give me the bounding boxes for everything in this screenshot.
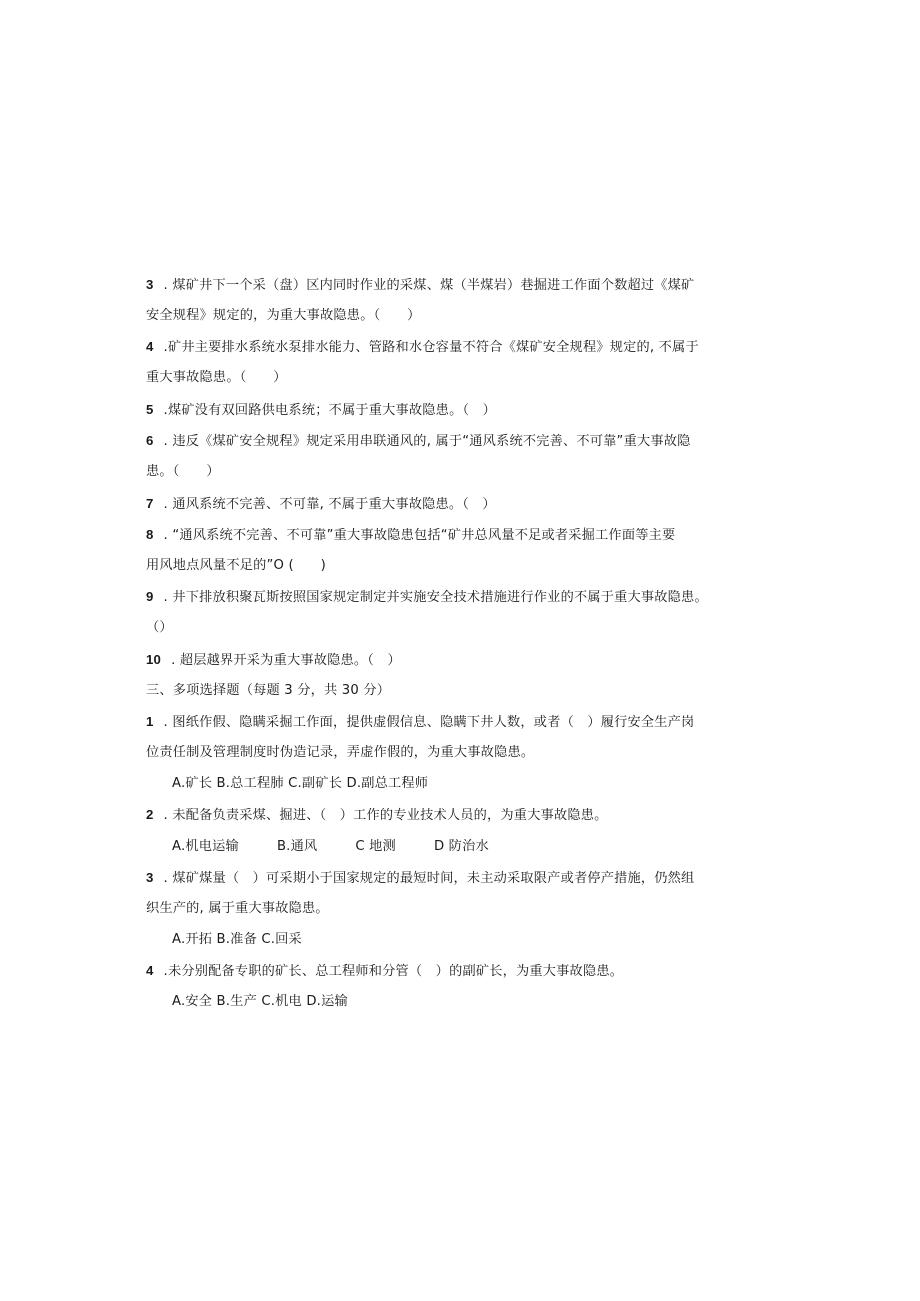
section-heading-multiple-choice: 三、多项选择题（每题 3 分，共 30 分）	[146, 683, 391, 698]
mc-question-1-line-1	[146, 713, 694, 732]
option-c: C 地测	[355, 839, 396, 854]
mc-question-2	[146, 806, 608, 825]
question-text: 织生产的, 属于重大事故隐患。	[146, 901, 329, 916]
option-d: D 防治水	[433, 839, 489, 854]
mc-question-3-options: A.开拓 B.准备 C.回采	[172, 932, 302, 947]
tf-question-6-line-1	[146, 432, 691, 451]
mc-question-2-options	[172, 838, 489, 856]
question-number: 2	[146, 807, 154, 822]
question-number: 4	[146, 963, 154, 978]
question-text: 位责任制及管理制度时伪造记录，弄虚作假的，为重大事故隐患。	[146, 745, 535, 760]
mc-question-3-line-2	[146, 900, 329, 918]
tf-question-9-line-2	[146, 619, 173, 637]
question-text: . 图纸作假、隐瞒采掘工作面，提供虚假信息、隐瞒下井人数，或者（ ）履行安全生产岗	[163, 715, 695, 730]
tf-question-4-line-1	[146, 338, 699, 357]
mc-question-4	[146, 962, 623, 981]
question-text: 患。（ ）	[146, 464, 220, 479]
mc-question-3-line-1	[146, 869, 694, 888]
tf-question-5	[146, 401, 496, 420]
question-number: 3	[146, 277, 154, 292]
question-text: .未分别配备专职的矿长、总工程师和分管（ ）的副矿长，为重大事故隐患。	[163, 964, 624, 979]
question-text: . 井下排放积聚瓦斯按照国家规定制定并实施安全技术措施进行作业的不属于重大事故隐患。	[163, 590, 708, 605]
tf-question-8-line-1	[146, 526, 675, 545]
tf-question-3-line-2	[146, 307, 421, 325]
question-text: 重大事故隐患。（ ）	[146, 370, 287, 385]
question-number: 10	[146, 652, 162, 667]
tf-question-7	[146, 495, 496, 514]
option-b: B.通风	[276, 839, 318, 854]
question-number: 7	[146, 496, 154, 511]
question-text: . 超层越界开采为重大事故隐患。（ ）	[171, 653, 401, 668]
mc-question-1-options: A.矿长 B.总工程肺 C.副矿长 D.副总工程师	[172, 776, 429, 791]
tf-question-9-line-1	[146, 588, 708, 607]
tf-question-6-line-2	[146, 463, 220, 481]
question-text: . 煤矿煤量（ ）可采期小于国家规定的最短时间，未主动采取限产或者停产措施，仍然组	[163, 871, 695, 886]
question-number: 5	[146, 402, 154, 417]
mc-question-1-line-2	[146, 744, 534, 762]
question-text: （）	[146, 620, 173, 635]
question-text: .煤矿没有双回路供电系统；不属于重大事故隐患。（ ）	[163, 403, 497, 418]
question-number: 8	[146, 527, 154, 542]
question-text: 用风地点风量不足的”O ( )	[146, 558, 326, 573]
question-text: . 违反《煤矿安全规程》规定采用串联通风的, 属于“通风系统不完善、不可靠”重大事故隐	[163, 434, 691, 449]
question-text: . 未配备负责采煤、掘进、（ ）工作的专业技术人员的，为重大事故隐患。	[163, 808, 608, 823]
tf-question-3-line-1	[146, 276, 694, 295]
question-number: 6	[146, 433, 154, 448]
mc-question-4-options: A.安全 B.生产 C.机电 D.运输	[172, 994, 348, 1009]
question-text: .矿井主要排水系统水泵排水能力、管路和水仓容量不符合《煤矿安全规程》规定的, 不属于	[163, 340, 699, 355]
tf-question-4-line-2	[146, 369, 287, 387]
question-number: 1	[146, 714, 154, 729]
question-number: 9	[146, 589, 154, 604]
question-number: 3	[146, 870, 154, 885]
question-text: 安全规程》规定的，为重大事故隐患。（ ）	[146, 308, 421, 323]
option-a: A.机电运输	[172, 839, 239, 854]
question-text: . 煤矿井下一个采（盘）区内同时作业的采煤、煤（半煤岩）巷掘进工作面个数超过《煤矿	[163, 278, 695, 293]
question-text: . “通风系统不完善、不可靠”重大事故隐患包括“矿井总风量不足或者采掘工作面等主要	[163, 528, 676, 543]
tf-question-10	[146, 651, 401, 670]
question-text: . 通风系统不完善、不可靠, 不属于重大事故隐患。（ ）	[163, 497, 496, 512]
question-number: 4	[146, 339, 154, 354]
tf-question-8-line-2	[146, 557, 326, 575]
